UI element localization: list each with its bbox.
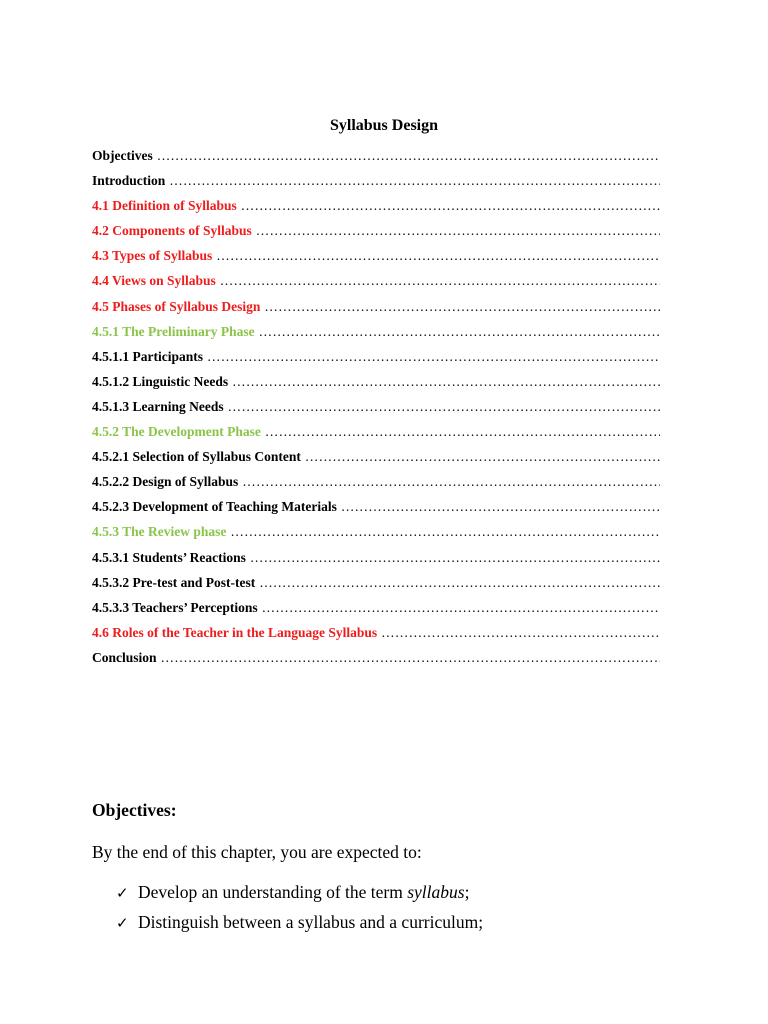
toc-entry-4-5-3-2[interactable] (92, 573, 660, 598)
toc-dot-leader (157, 146, 660, 166)
toc-entry-4-5-3[interactable] (92, 522, 660, 547)
table-of-contents (92, 146, 660, 673)
toc-entry-label: Introduction (92, 173, 166, 189)
toc-entry-label: 4.5.3.3 Teachers’ Perceptions (92, 599, 258, 615)
toc-dot-leader (265, 422, 660, 442)
toc-entry-label: 4.5 Phases of Syllabus Design (92, 298, 261, 314)
toc-dot-leader (256, 221, 660, 241)
objective-item (116, 881, 483, 911)
toc-dot-leader (169, 171, 660, 191)
toc-entry-introduction[interactable] (92, 171, 660, 196)
toc-entry-4-5-2-2[interactable] (92, 472, 660, 497)
toc-entry-4-5-2-3[interactable] (92, 497, 660, 522)
toc-dot-leader (230, 522, 660, 542)
toc-dot-leader (250, 548, 660, 568)
toc-dot-leader (241, 196, 660, 216)
toc-entry-label: Conclusion (92, 649, 157, 665)
toc-dot-leader (341, 497, 660, 517)
toc-entry-label: Objectives (92, 148, 153, 163)
toc-dot-leader (232, 372, 660, 392)
toc-entry-4-6[interactable] (92, 623, 660, 648)
toc-entry-4-5-1[interactable] (92, 322, 660, 347)
objectives-intro: By the end of this chapter, you are expected to: (92, 842, 422, 862)
toc-entry-label: 4.5.2.1 Selection of Syllabus Content (92, 449, 301, 465)
toc-entry-conclusion[interactable] (92, 648, 660, 673)
toc-entry-4-5-1-1[interactable] (92, 347, 660, 372)
toc-dot-leader (220, 271, 660, 291)
toc-entry-label: 4.3 Types of Syllabus (92, 248, 213, 264)
toc-entry-label: 4.5.1 The Preliminary Phase (92, 323, 255, 339)
check-icon: ✓ (116, 884, 129, 902)
toc-entry-label: 4.5.1.3 Learning Needs (92, 398, 224, 414)
toc-entry-label: 4.5.2.3 Development of Teaching Materials (92, 499, 337, 515)
toc-dot-leader (242, 472, 660, 492)
toc-dot-leader (381, 623, 660, 643)
objectives-list (116, 881, 483, 941)
objective-text-before: Distinguish between a syllabus and a curriculum; (138, 912, 484, 932)
toc-entry-4-1[interactable] (92, 196, 660, 221)
toc-dot-leader (262, 598, 660, 618)
toc-dot-leader (216, 246, 660, 266)
toc-entry-label: 4.5.2 The Development Phase (92, 424, 261, 440)
toc-entry-4-5-1-2[interactable] (92, 372, 660, 397)
objective-item (116, 911, 483, 941)
objective-emphasis: syllabus (407, 882, 465, 902)
toc-entry-label: 4.5.1.2 Linguistic Needs (92, 373, 229, 389)
toc-entry-4-4[interactable] (92, 271, 660, 296)
objective-text-before: Develop an understanding of the term (138, 882, 408, 902)
toc-entry-4-5[interactable] (92, 297, 660, 322)
toc-dot-leader (228, 397, 660, 417)
objective-text (138, 911, 483, 933)
document-title: Syllabus Design (329, 117, 439, 134)
toc-entry-4-5-2-1[interactable] (92, 447, 660, 472)
check-icon: ✓ (116, 914, 129, 932)
toc-entry-label: 4.5.3 The Review phase (92, 524, 227, 540)
toc-dot-leader (161, 648, 660, 668)
objectives-heading: Objectives: (92, 800, 177, 820)
toc-entry-objectives[interactable] (92, 146, 660, 171)
toc-dot-leader (207, 347, 660, 367)
toc-entry-4-5-3-1[interactable] (92, 548, 660, 573)
toc-dot-leader (305, 447, 660, 467)
toc-entry-label: 4.5.3.1 Students’ Reactions (92, 549, 246, 565)
toc-entry-label: 4.1 Definition of Syllabus (92, 198, 237, 214)
toc-entry-label: 4.5.1.1 Participants (92, 348, 203, 364)
toc-entry-4-5-1-3[interactable] (92, 397, 660, 422)
toc-entry-label: 4.4 Views on Syllabus (92, 273, 216, 289)
toc-entry-4-5-3-3[interactable] (92, 598, 660, 623)
toc-entry-4-3[interactable] (92, 246, 660, 271)
toc-dot-leader (259, 322, 660, 342)
toc-entry-label: 4.2 Components of Syllabus (92, 223, 252, 239)
toc-dot-leader (259, 573, 660, 593)
toc-entry-4-5-2[interactable] (92, 422, 660, 447)
toc-entry-4-2[interactable] (92, 221, 660, 246)
toc-entry-label: 4.5.3.2 Pre-test and Post-test (92, 574, 256, 590)
objective-text (138, 881, 469, 903)
toc-dot-leader (264, 297, 660, 317)
objective-text-after: ; (464, 882, 470, 902)
toc-entry-label: 4.6 Roles of the Teacher in the Language Syllabus (92, 624, 378, 640)
toc-entry-label: 4.5.2.2 Design of Syllabus (92, 474, 239, 490)
